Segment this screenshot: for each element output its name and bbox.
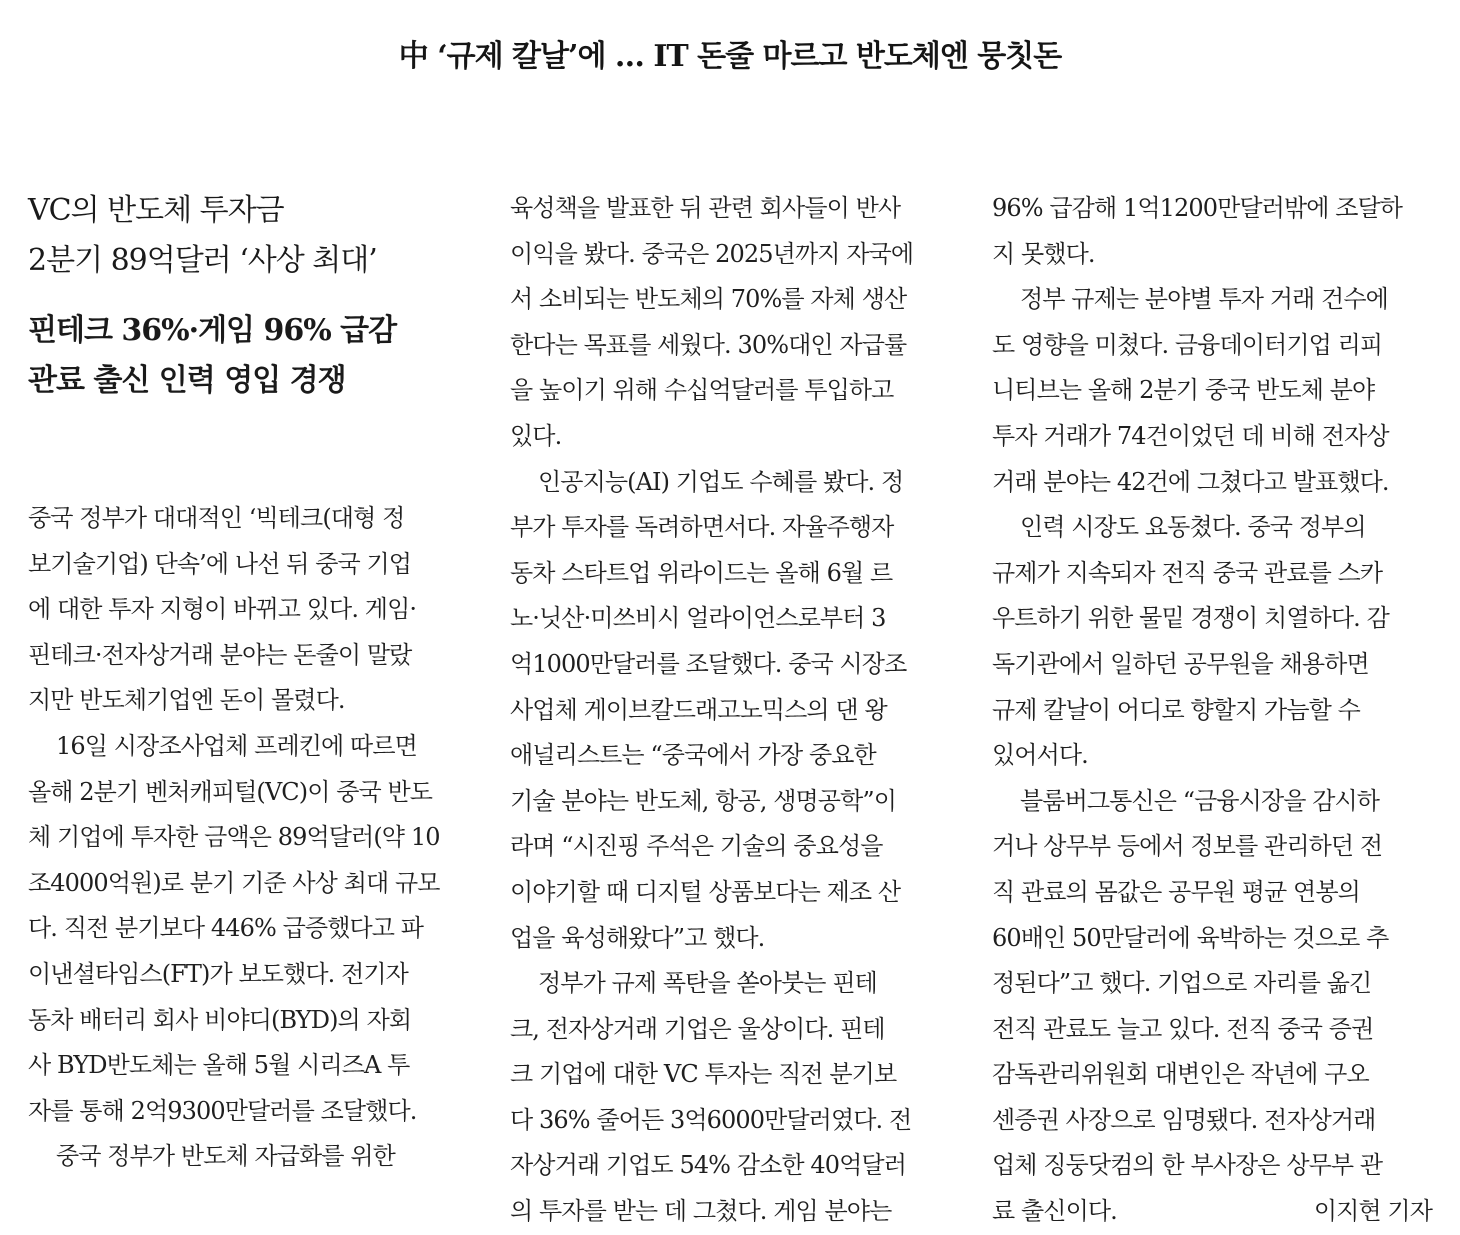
text-line-paragraph-start: 정부 규제는 분야별 투자 거래 건수에 — [1020, 285, 1388, 314]
text-line: 도 영향을 미쳤다. 금융데이터기업 리피 — [992, 330, 1383, 359]
text-line: 이야기할 때 디지털 상품보다는 제조 산 — [510, 877, 901, 906]
text-line: 핀테크·전자상거래 분야는 돈줄이 말랐 — [28, 640, 412, 669]
text-line: 에 대한 투자 지형이 바뀌고 있다. 게임· — [28, 595, 417, 624]
text-line: 사 BYD반도체는 올해 5월 시리즈A 투 — [28, 1051, 410, 1080]
text-line: 전직 관료도 늘고 있다. 전직 중국 증권 — [992, 1014, 1374, 1043]
text-line: 부가 투자를 독려하면서다. 자율주행자 — [510, 513, 894, 542]
text-line: 투자 거래가 74건이었던 데 비해 전자상 — [992, 421, 1389, 450]
text-line: 독기관에서 일하던 공무원을 채용하면 — [992, 649, 1369, 678]
text-line: 직 관료의 몸값은 공무원 평균 연봉의 — [992, 877, 1360, 906]
text-line: 이낸셜타임스(FT)가 보도했다. 전기자 — [28, 959, 408, 988]
text-line: 이익을 봤다. 중국은 2025년까지 자국에 — [510, 239, 914, 268]
text-line-paragraph-start: 16일 시장조사업체 프레킨에 따르면 — [56, 731, 417, 760]
text-line: 올해 2분기 벤처캐피털(VC)이 중국 반도 — [28, 777, 433, 806]
text-line: 료 출신이다. — [992, 1197, 1117, 1226]
text-line: 니티브는 올해 2분기 중국 반도체 분야 — [992, 376, 1375, 405]
text-line: 라며 “시진핑 주석은 기술의 중요성을 — [510, 832, 883, 861]
text-line: 육성책을 발표한 뒤 관련 회사들이 반사 — [510, 194, 901, 222]
text-line-paragraph-start: 블룸버그통신은 “금융시장을 감시하 — [1020, 786, 1380, 815]
text-line: 사업체 게이브칼드래고노믹스의 댄 왕 — [510, 695, 887, 724]
last-line-with-byline — [992, 1189, 1432, 1235]
article-column-3 — [992, 186, 1436, 1235]
text-line-paragraph-start: 인력 시장도 요동쳤다. 중국 정부의 — [1020, 513, 1366, 542]
article-column-1 — [28, 186, 472, 1180]
text-line: 규제 칼날이 어디로 향할지 가늠할 수 — [992, 695, 1360, 724]
text-line: 있다. — [510, 421, 562, 450]
text-line: 기술 분야는 반도체, 항공, 생명공학”이 — [510, 786, 897, 815]
headline: 中 ‘규제 칼날’에 … IT 돈줄 마르고 반도체엔 뭉칫돈 — [398, 39, 1062, 74]
byline: 이지현 기자 — [1313, 1197, 1432, 1226]
text-line: 있어서다. — [992, 741, 1088, 770]
text-line-paragraph-start: 중국 정부가 반도체 자급화를 위한 — [56, 1142, 395, 1171]
text-line: 보기술기업) 단속’에 나선 뒤 중국 기업 — [28, 549, 412, 578]
text-line: 을 높이기 위해 수십억달러를 투입하고 — [510, 376, 894, 405]
text-line: 동차 배터리 회사 비야디(BYD)의 자회 — [28, 1005, 412, 1034]
text-line: 억1000만달러를 조달했다. 중국 시장조 — [510, 649, 907, 678]
text-line: 업체 징둥닷컴의 한 부사장은 상무부 관 — [992, 1151, 1383, 1180]
text-line: 정된다”고 했다. 기업으로 자리를 옮긴 — [992, 969, 1372, 998]
text-line-paragraph-start: 정부가 규제 폭탄을 쏟아붓는 핀테 — [538, 969, 877, 998]
text-line: 체 기업에 투자한 금액은 89억달러(약 10 — [28, 823, 440, 852]
text-line: 지 못했다. — [992, 239, 1095, 268]
text-line: 조4000억원)로 분기 기준 사상 최대 규모 — [28, 868, 440, 897]
text-line: 노·닛산·미쓰비시 얼라이언스로부터 3 — [510, 604, 886, 633]
text-line: 동차 스타트업 위라이드는 올해 6월 르 — [510, 558, 893, 587]
subhead-spacer — [28, 286, 472, 306]
article-column-2 — [510, 186, 954, 1235]
text-line: 서 소비되는 반도체의 70%를 자체 생산 — [510, 285, 907, 314]
text-line: 애널리스트는 “중국에서 가장 중요한 — [510, 741, 876, 770]
subhead-4: 관료 출신 인력 영입 경쟁 — [28, 363, 346, 398]
text-line: 자를 통해 2억9300만달러를 조달했다. — [28, 1096, 417, 1125]
subhead-3: 핀테크 36%·게임 96% 급감 — [28, 313, 397, 348]
text-line: 한다는 목표를 세웠다. 30%대인 자급률 — [510, 330, 907, 359]
text-line: 60배인 50만달러에 육박하는 것으로 추 — [992, 923, 1389, 952]
text-line: 크, 전자상거래 기업은 울상이다. 핀테 — [510, 1014, 885, 1043]
text-line: 센증권 사장으로 임명됐다. 전자상거래 — [992, 1105, 1376, 1134]
column-1-body — [28, 496, 472, 1180]
text-line-paragraph-start: 인공지능(AI) 기업도 수혜를 봤다. 정 — [538, 467, 904, 496]
text-line: 업을 육성해왔다”고 했다. — [510, 923, 765, 952]
text-line: 크 기업에 대한 VC 투자는 직전 분기보 — [510, 1060, 897, 1089]
text-line: 거래 분야는 42건에 그쳤다고 발표했다. — [992, 467, 1389, 496]
text-line: 의 투자를 받는 데 그쳤다. 게임 분야는 — [510, 1197, 892, 1226]
text-line: 96% 급감해 1억1200만달러밖에 조달하 — [992, 194, 1403, 222]
text-line: 중국 정부가 대대적인 ‘빅테크(대형 정 — [28, 504, 405, 532]
text-line: 거나 상무부 등에서 정보를 관리하던 전 — [992, 832, 1383, 861]
subhead-2: 2분기 89억달러 ‘사상 최대’ — [28, 243, 377, 278]
text-line: 감독관리위원회 대변인은 작년에 구오 — [992, 1060, 1369, 1089]
text-line: 지만 반도체기업엔 돈이 몰렸다. — [28, 686, 345, 715]
subhead-1: VC의 반도체 투자금 — [28, 193, 284, 228]
text-line: 우트하기 위한 물밑 경쟁이 치열하다. 감 — [992, 604, 1389, 633]
text-line: 다 36% 줄어든 3억6000만달러였다. 전 — [510, 1105, 912, 1134]
text-line: 규제가 지속되자 전직 중국 관료를 스카 — [992, 558, 1383, 587]
text-line: 다. 직전 분기보다 446% 급증했다고 파 — [28, 914, 424, 943]
text-line: 자상거래 기업도 54% 감소한 40억달러 — [510, 1151, 906, 1180]
